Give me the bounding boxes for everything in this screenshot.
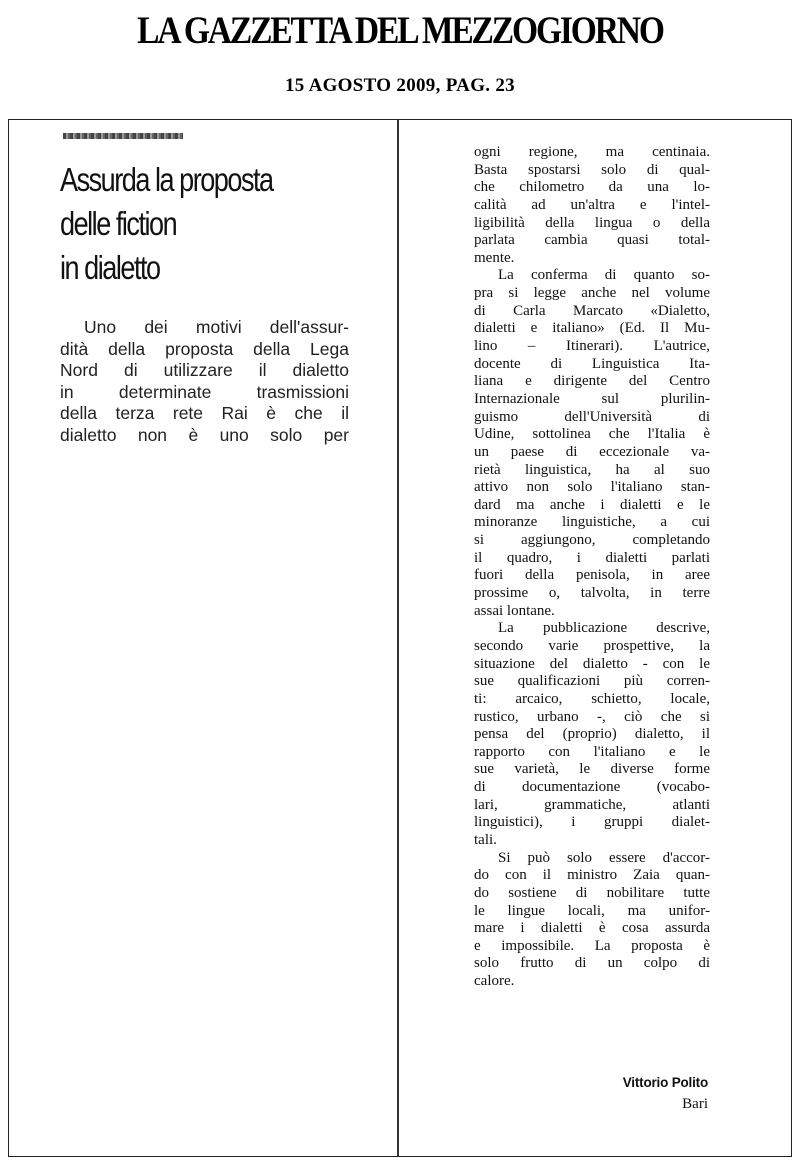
body-line: docente di Linguistica Ita-: [474, 355, 710, 372]
lede-line: dialetto non è uno solo per: [60, 424, 349, 445]
author-signature: Vittorio Polito: [622, 1075, 708, 1090]
kicker-bar: [63, 133, 183, 139]
lede-line: dità della proposta della Lega: [60, 338, 349, 359]
body-line: si aggiungono, completando: [474, 532, 710, 549]
body-line: prossime o, talvolta, in terre: [474, 585, 710, 602]
body-line: il quadro, i dialetti parlati: [474, 549, 710, 566]
body-line: solo frutto di un colpo di: [474, 955, 710, 972]
body-line: di documentazione (vocabo-: [474, 779, 710, 796]
headline-line: Assurda la proposta: [60, 161, 273, 198]
lede-line: della terza rete Rai è che il: [60, 403, 349, 423]
headline-line: delle fiction: [60, 205, 177, 242]
body-line: un paese di eccezionale va-: [474, 443, 710, 460]
body-line: le lingue locali, ma unifor-: [474, 902, 710, 919]
lede-line: Uno dei motivi dell'assur-: [84, 317, 349, 337]
body-column: [474, 144, 710, 991]
body-line: dard ma anche i dialetti e le: [474, 496, 710, 513]
body-line: lari, grammatiche, atlanti: [474, 796, 710, 813]
body-line: ligibilità della lingua o della: [474, 214, 710, 231]
body-line: La conferma di quanto so-: [498, 267, 710, 284]
body-line: fuori della penisola, in aree: [474, 567, 710, 584]
body-line: di Carla Marcato «Dialetto,: [474, 302, 710, 319]
body-line: secondo varie prospettive, la: [474, 637, 710, 654]
body-line: ogni regione, ma centinaia.: [474, 144, 710, 160]
body-line: linguistici), i gruppi dialet-: [474, 814, 710, 831]
body-line: mare i dialetti è cosa assurda: [474, 920, 710, 937]
body-line: sue varietà, le diverse forme: [474, 761, 710, 778]
body-line: do sostiene di nobilitare tutte: [474, 884, 710, 901]
body-line: calità ad un'altra e l'intel-: [474, 196, 710, 213]
lede-line: in determinate trasmissioni: [60, 381, 349, 402]
body-line: calore.: [474, 973, 515, 990]
body-line: minoranze linguistiche, a cui: [474, 514, 710, 531]
lede-line: Nord di utilizzare il dialetto: [60, 360, 349, 380]
body-line: lino – Itinerari). L'autrice,: [474, 338, 710, 355]
body-line: sue qualificazioni più corren-: [474, 673, 710, 690]
body-line: guismo dell'Università di: [474, 408, 710, 425]
dateline: 15 AGOSTO 2009, PAG. 23: [284, 75, 515, 96]
masthead: LA GAZZETTA DEL MEZZOGIORNO: [137, 9, 663, 52]
headline-line: in dialetto: [60, 249, 160, 286]
author-location: Bari: [682, 1096, 708, 1112]
body-line: La pubblicazione descrive,: [498, 620, 710, 637]
body-line: parlata cambia quasi total-: [474, 232, 710, 249]
column-divider: [397, 120, 399, 1156]
body-line: ti: arcaico, schietto, locale,: [474, 690, 710, 707]
body-line: Internazionale sul plurilin-: [474, 390, 710, 407]
body-line: rustico, urbano -, ciò che si: [474, 708, 710, 725]
body-line: Udine, sottolinea che l'Italia è: [474, 426, 710, 443]
body-line: e impossibile. La proposta è: [474, 937, 710, 954]
lede-paragraph: [60, 317, 349, 446]
body-line: mente.: [474, 249, 515, 266]
body-line: che chilometro da una lo-: [474, 179, 710, 196]
body-line: rapporto con l'italiano e le: [474, 743, 710, 760]
body-line: pensa del (proprio) dialetto, il: [474, 726, 710, 743]
body-line: pra si legge anche nel volume: [474, 285, 710, 302]
body-line: Basta spostarsi solo di qual-: [474, 161, 710, 178]
body-line: dialetti e italiano» (Ed. Il Mu-: [474, 320, 710, 337]
body-line: tali.: [474, 831, 497, 848]
body-line: assai lontane.: [474, 602, 555, 619]
body-line: rietà linguistica, ha al suo: [474, 461, 710, 478]
body-line: do con il ministro Zaia quan-: [474, 867, 710, 884]
body-line: situazione del dialetto - con le: [474, 655, 710, 672]
body-line: attivo non solo l'italiano stan-: [474, 479, 710, 496]
headline: [60, 158, 322, 290]
body-line: liana e dirigente del Centro: [474, 373, 710, 390]
body-line: Si può solo essere d'accor-: [498, 849, 710, 866]
